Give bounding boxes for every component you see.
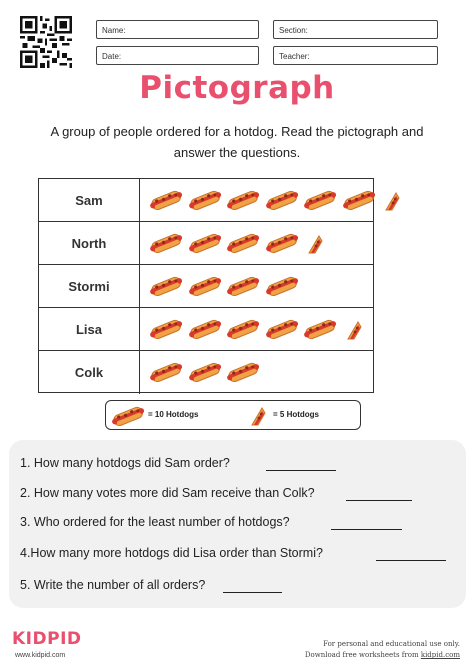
hotdog-icon: [188, 231, 222, 255]
section-field[interactable]: Section:: [273, 20, 438, 39]
hotdog-icon: [149, 274, 183, 298]
hotdog-icon: [265, 188, 299, 212]
question-1: 1. How many hotdogs did Sam order?: [20, 456, 230, 470]
hotdog-icon: [303, 188, 337, 212]
pictograph-row-lisa: [39, 308, 373, 351]
hotdog-icon: [226, 317, 260, 341]
legend-full-label: = 10 Hotdogs: [148, 410, 199, 419]
hotdog-icon: [149, 317, 183, 341]
hotdog-icon: [265, 231, 299, 255]
half-hotdog-icon: [382, 190, 402, 212]
answer-line-1[interactable]: [266, 470, 336, 471]
name-field[interactable]: Name:: [96, 20, 259, 39]
footer-link[interactable]: kidpid.com: [420, 651, 460, 659]
row-name: Sam: [39, 179, 140, 221]
hotdog-icon: [226, 188, 260, 212]
question-3: 3. Who ordered for the least number of hotdogs?: [20, 515, 290, 529]
row-name: North: [39, 222, 140, 264]
hotdog-icon: [265, 317, 299, 341]
questions-panel: [9, 440, 466, 608]
hotdog-icon: [226, 231, 260, 255]
teacher-field[interactable]: Teacher:: [273, 46, 438, 65]
pictograph-row-stormi: [39, 265, 373, 308]
half-hotdog-icon: [248, 405, 268, 427]
hotdog-icon: [111, 404, 145, 428]
question-5: 5. Write the number of all orders?: [20, 578, 206, 592]
answer-line-4[interactable]: [376, 560, 446, 561]
pictograph-row-sam: [39, 179, 373, 222]
footer-download-prefix: Download free worksheets from: [304, 651, 421, 659]
hotdog-icon: [342, 188, 376, 212]
answer-line-3[interactable]: [331, 529, 402, 530]
half-hotdog-icon: [305, 233, 325, 255]
hotdog-icon: [149, 188, 183, 212]
hotdog-icon: [303, 317, 337, 341]
answer-line-2[interactable]: [346, 500, 412, 501]
answer-line-5[interactable]: [223, 592, 282, 593]
hotdog-icon: [149, 231, 183, 255]
legend: [105, 400, 361, 430]
half-hotdog-icon: [344, 319, 364, 341]
hotdog-icon: [188, 317, 222, 341]
pictograph-row-colk: [39, 351, 373, 394]
hotdog-icon: [188, 274, 222, 298]
row-name: Lisa: [39, 308, 140, 350]
question-4: 4.How many more hotdogs did Lisa order than Stormi?: [20, 546, 323, 560]
legend-half-label: = 5 Hotdogs: [273, 410, 320, 419]
date-field[interactable]: Date:: [96, 46, 259, 65]
instructions: A group of people ordered for a hotdog. Read the pictograph and answer the questions.: [50, 124, 424, 160]
kidpid-logo: KIDPID: [12, 629, 82, 649]
footer-note: For personal and educational use only.: [323, 640, 460, 648]
row-name: Stormi: [39, 265, 140, 307]
hotdog-icon: [188, 360, 222, 384]
pictograph-row-north: [39, 222, 373, 265]
page-title: Pictograph: [139, 70, 335, 106]
hotdog-icon: [265, 274, 299, 298]
hotdog-icon: [188, 188, 222, 212]
pictograph-table: [38, 178, 374, 393]
qr-code-icon: [20, 16, 72, 68]
footer-download: [305, 651, 460, 659]
hotdog-icon: [149, 360, 183, 384]
question-2: 2. How many votes more did Sam receive than Colk?: [20, 486, 315, 500]
hotdog-icon: [226, 360, 260, 384]
logo-url: www.kidpid.com: [15, 652, 66, 659]
row-name: Colk: [39, 351, 140, 394]
hotdog-icon: [226, 274, 260, 298]
